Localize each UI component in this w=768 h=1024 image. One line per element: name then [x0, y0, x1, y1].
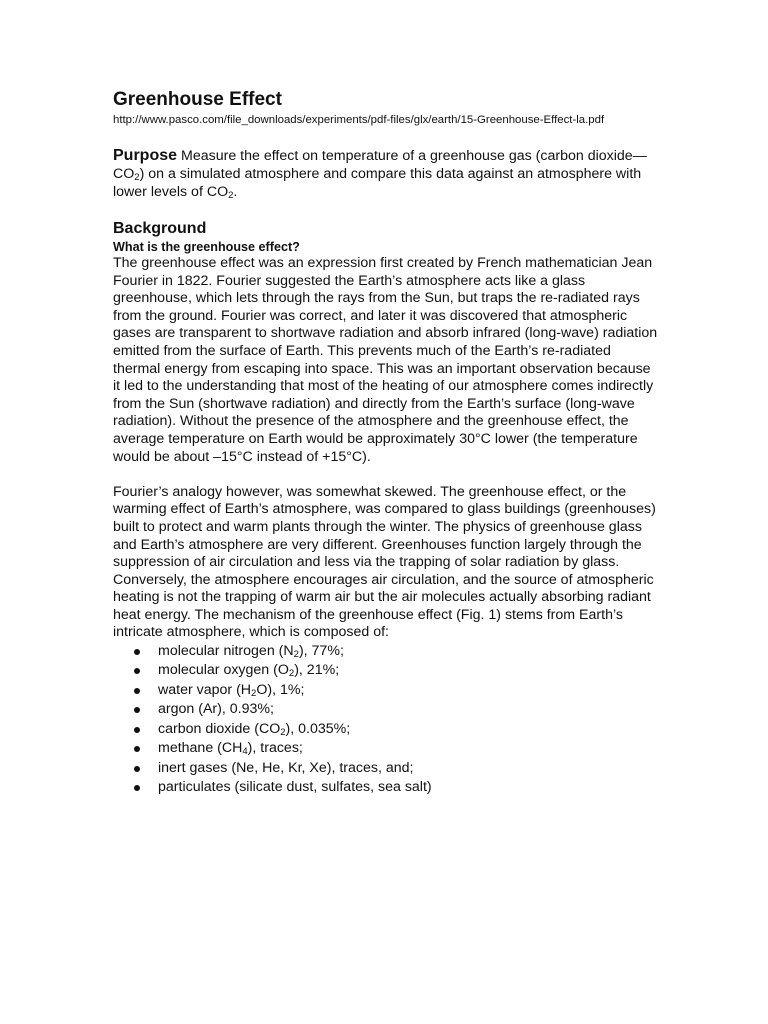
- list-item-subscript: 2: [288, 668, 295, 680]
- list-item: [113, 720, 658, 739]
- background-paragraph-2: Fourier’s analogy however, was somewhat skewed. The greenhouse effect, or the warming effect of Earth’s atmosphere, was compared to glass buildings (greenhouses) built to protect and warm plants through the winter. The physics of greenhouse glass and Earth’s atmosphere are very different. Greenhouses function largely through the suppression of air circulation and less via the trapping of solar radiation by glass. Conversely, the atmosphere encourages air circulation, and the source of atmospheric heating is not the trapping of warm air but the air molecules actually absorbing radiant heat energy. The mechanism of the greenhouse effect (Fig. 1) stems from Earth’s intricate atmosphere, which is composed of:: [113, 483, 656, 641]
- document-title: Greenhouse Effect: [113, 89, 282, 110]
- purpose-paragraph: [113, 147, 658, 201]
- list-item-subscript: 4: [242, 746, 248, 758]
- list-item-subscript: 2: [280, 726, 286, 738]
- purpose-text-end: .: [233, 184, 238, 200]
- background-heading: Background: [113, 220, 207, 237]
- bullet-icon: [134, 785, 140, 791]
- list-item-text: molecular nitrogen (N: [158, 643, 294, 660]
- list-item: [113, 661, 658, 680]
- bullet-icon: [134, 746, 140, 752]
- list-item: [113, 681, 658, 700]
- list-item-text: argon (Ar), 0.93%;: [158, 701, 274, 718]
- list-item-text: carbon dioxide (CO: [158, 720, 281, 737]
- list-item: [113, 778, 658, 797]
- source-url: http://www.pasco.com/file_downloads/experiments/pdf-files/glx/earth/15-Greenhouse-Effect-la.pdf: [113, 114, 605, 126]
- bullet-icon: [134, 649, 140, 655]
- list-item-subscript: 2: [251, 687, 257, 699]
- list-item-text: methane (CH: [158, 740, 243, 757]
- list-item-text-end: ), 21%;: [294, 662, 340, 679]
- bullet-icon: [134, 668, 140, 674]
- purpose-label: Purpose: [113, 147, 178, 164]
- bullet-icon: [134, 707, 140, 713]
- list-item-text: inert gases (Ne, He, Kr, Xe), traces, and;: [158, 759, 414, 776]
- purpose-text-middle: ) on a simulated atmosphere and compare this data against an atmosphere with lower levels of CO: [113, 166, 642, 200]
- background-subheading: What is the greenhouse effect?: [113, 240, 300, 254]
- list-item-text: molecular oxygen (O: [158, 662, 289, 679]
- background-paragraph-1: The greenhouse effect was an expression first created by French mathematician Jean Fourier in 1822. Fourier suggested the Earth’s atmosphere acts like a glass greenhouse, which lets through the rays from the Sun, but traps the re-radiated rays from the ground. Fourier was correct, and later it was discovered that atmospheric gases are transparent to shortwave radiation and absorb infrared (long-wave) radiation emitted from the surface of Earth. This prevents much of the Earth’s re-radiated thermal energy from escaping into space. This was an important observation because it led to the understanding that most of the heating of our atmosphere comes indirectly from the Sun (shortwave radiation) and directly from the Earth’s surface (long-wave radiation). Without the presence of the atmosphere and the greenhouse effect, the average temperature on Earth would be approximately 30°C lower (the temperature would be about –15°C instead of +15°C).: [113, 255, 658, 465]
- purpose-text-start: Measure the effect on temperature of a greenhouse gas (carbon dioxide—CO: [113, 148, 647, 182]
- document-body: [113, 88, 658, 797]
- list-item-text-end: ), traces;: [247, 740, 303, 757]
- list-item: [113, 642, 658, 661]
- purpose-subscript-2: 2: [228, 190, 234, 201]
- bullet-icon: [134, 766, 140, 772]
- purpose-subscript-1: 2: [134, 172, 140, 183]
- list-item-text: particulates (silicate dust, sulfates, sea salt): [158, 778, 432, 795]
- list-item-text-end: O), 1%;: [256, 681, 305, 698]
- list-item-subscript: 2: [293, 649, 299, 661]
- bullet-icon: [134, 688, 140, 694]
- list-item: [113, 739, 658, 758]
- list-item: [113, 759, 658, 778]
- list-item: [113, 700, 658, 719]
- list-item-text-end: ), 77%;: [298, 643, 344, 660]
- bullet-icon: [134, 727, 140, 733]
- list-item-text: water vapor (H: [158, 681, 252, 698]
- list-item-text-end: ), 0.035%;: [285, 720, 351, 737]
- composition-list: [113, 642, 658, 797]
